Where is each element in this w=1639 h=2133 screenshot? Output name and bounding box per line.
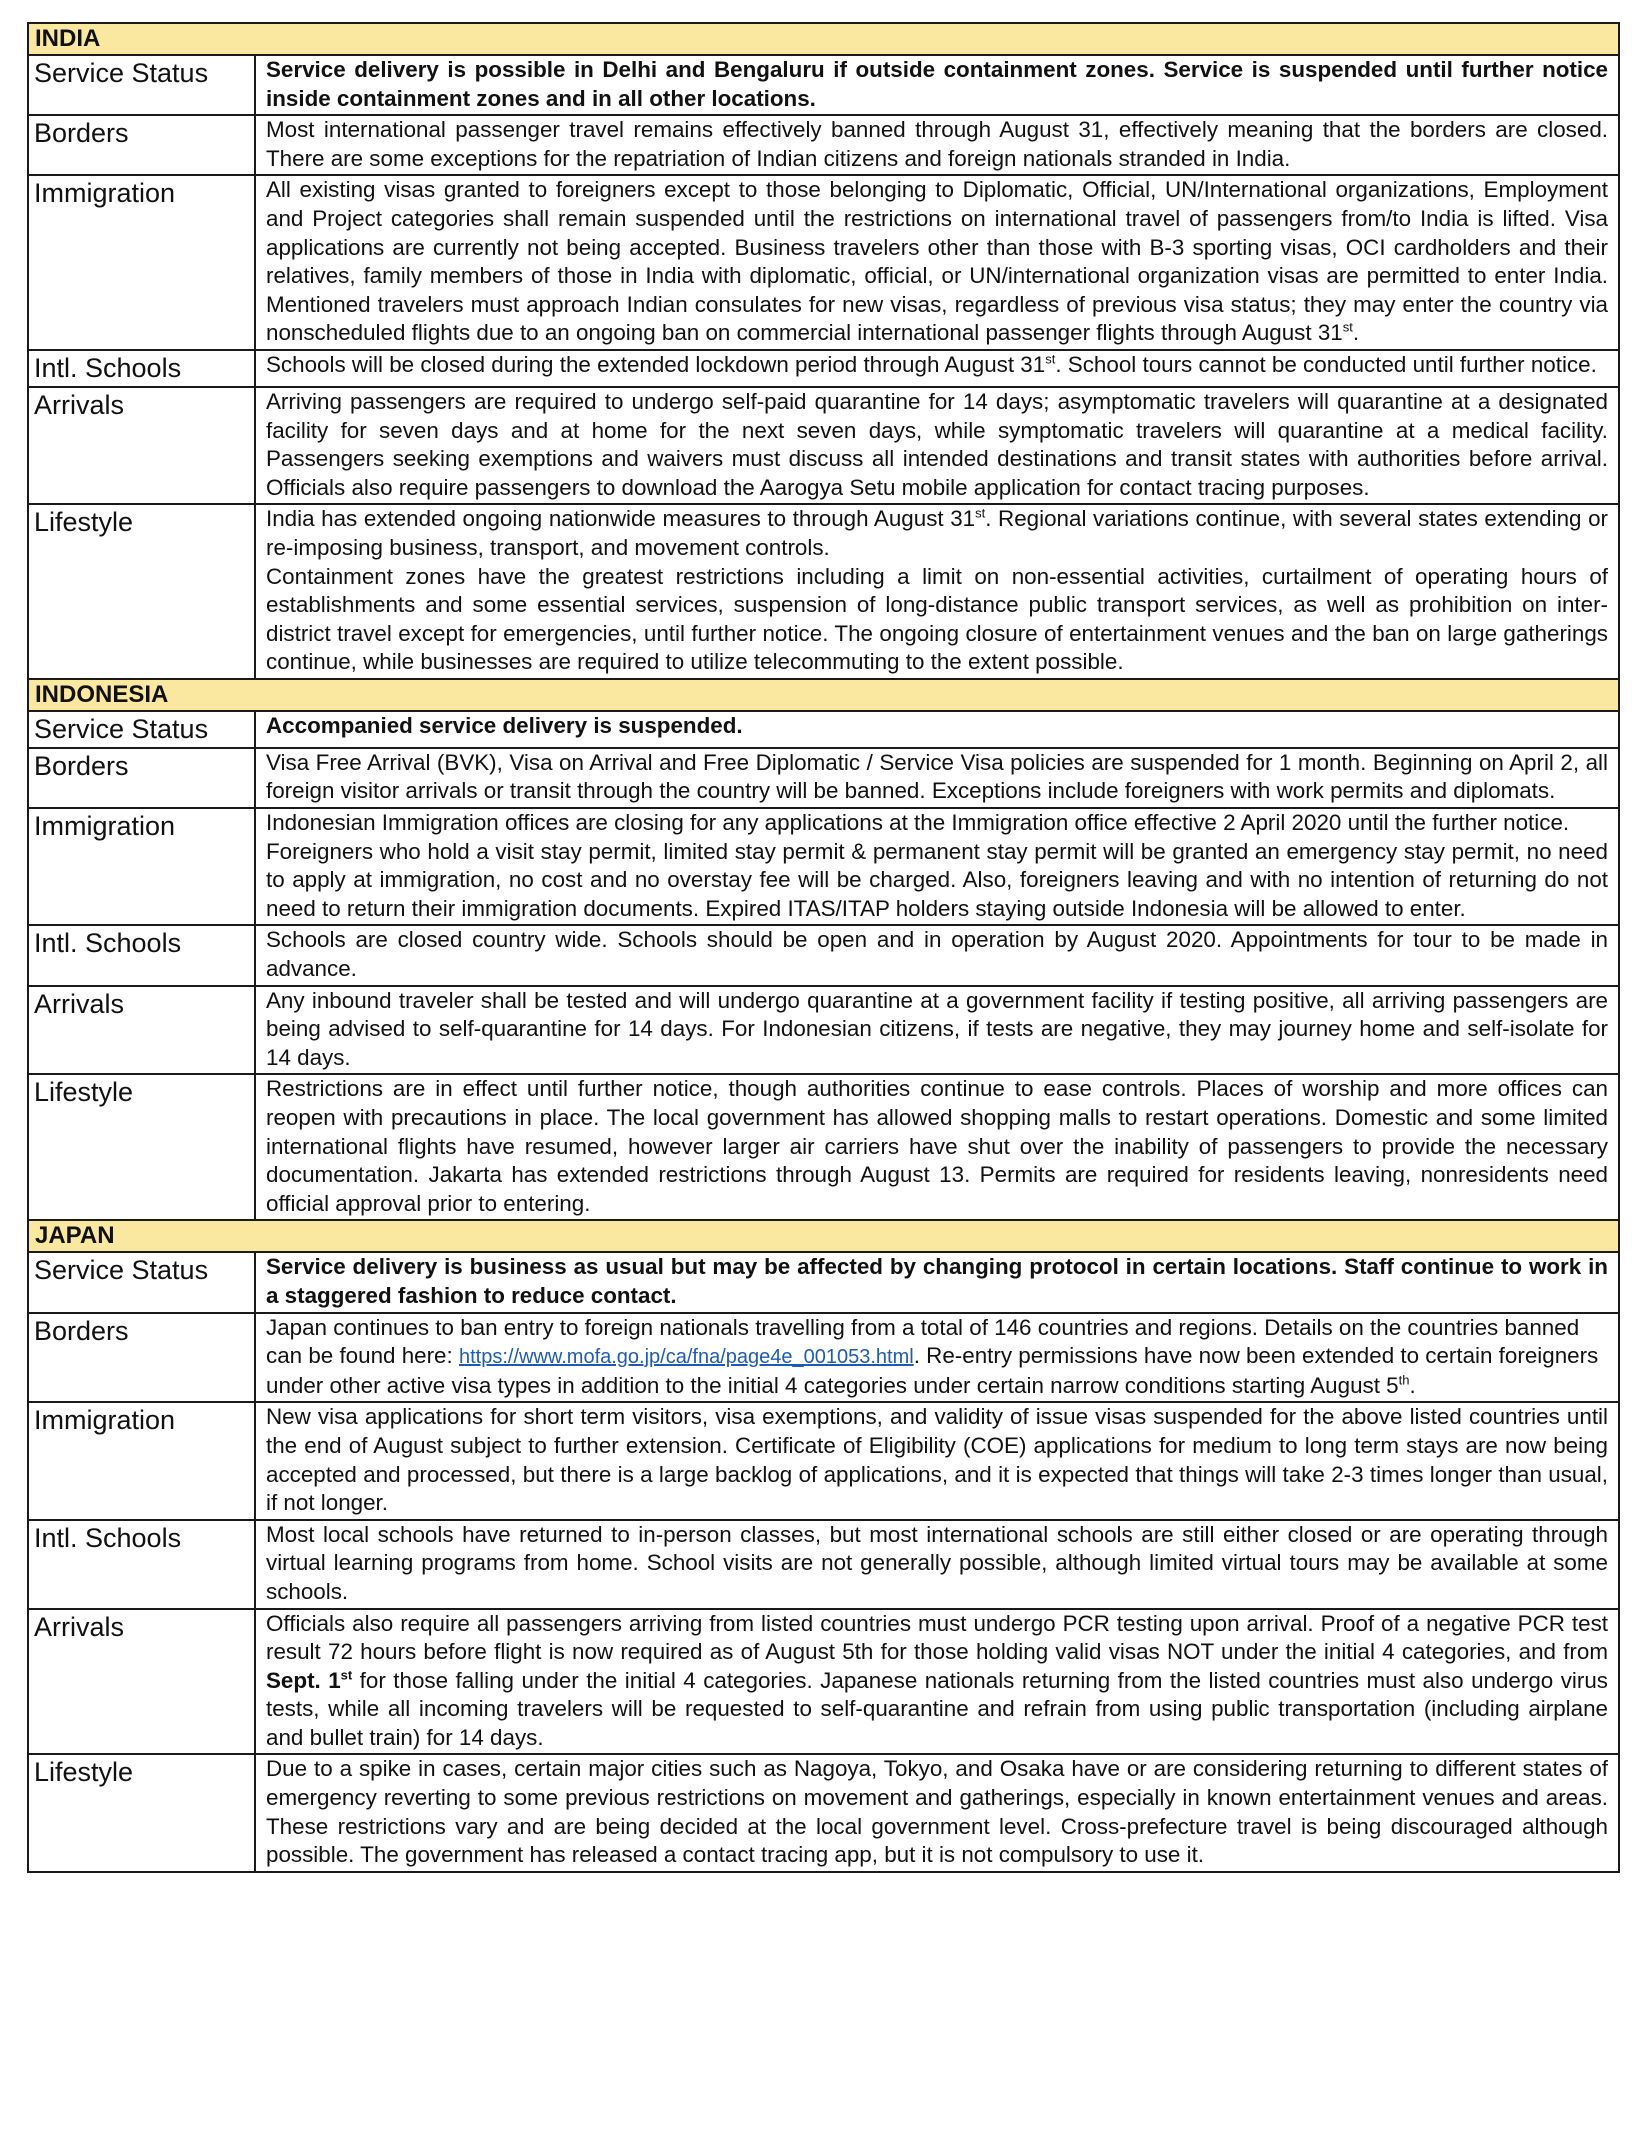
table-row: [28, 350, 1619, 387]
section-header-japan: [28, 1220, 1619, 1252]
table-row: [28, 986, 1619, 1075]
table-row: [28, 1520, 1619, 1609]
immigration-text: Indonesian Immigration offices are closing for any applications at the Immigration office effective 2 April 2020 until the further notice. Foreigners who hold a visit stay permit, limited stay permit & permanent stay permit will be granted an emergency stay permit, no need to apply at immigration, no cost and no overstay fee will be charged. Also, foreigners leaving and with no intention of returning do not need to return their immigration documents. Expired ITAS/ITAP holders staying outside Indonesia will be allowed to enter.: [255, 808, 1619, 925]
mofa-link[interactable]: https://www.mofa.go.jp/ca/fna/page4e_001053.html: [458, 1346, 914, 1369]
table-row: [28, 1252, 1619, 1312]
table-row: [28, 925, 1619, 985]
immigration-text: New visa applications for short term visitors, visa exemptions, and validity of issue visas suspended for the above listed countries until the end of August subject to further extension. Certificate of Eligibility (COE) applications for medium to long term stays are now being accepted and processed, but there is a large backlog of applications, and it is expected that things will take 2-3 times longer than usual, if not longer.: [255, 1402, 1619, 1519]
row-label: Service Status: [28, 711, 255, 748]
borders-text: Japan continues to ban entry to foreign nationals travelling from a total of 146 countries and regions. Details on the countries banned can be found here: https://www.mofa.go.jp/ca/fna/page4e_001053.html. Re-entry permissions have now been extended to certain foreigners under other active visa types in addition to the initial 4 categories under certain narrow conditions starting August 5th.: [255, 1313, 1619, 1403]
immigration-text: All existing visas granted to foreigners except to those belonging to Diplomatic, Official, UN/International organizations, Employment and Project categories shall remain suspended until the restrictions on international travel of passengers from/to India is lifted. Visa applications are currently not being accepted. Business travelers other than those with B-3 sporting visas, OCI cardholders and their relatives, family members of those in India with diplomatic, official, or UN/international organization visas are permitted to enter India. Mentioned travelers must approach Indian consulates for new visas, regardless of previous visa status; they may enter the country via nonscheduled flights due to an ongoing ban on commercial international passenger flights through August 31st.: [255, 175, 1619, 350]
table-row: [28, 748, 1619, 808]
table-row: [28, 1313, 1619, 1403]
country-name: JAPAN: [28, 1220, 1619, 1252]
service-status-text: Service delivery is possible in Delhi and Bengaluru if outside containment zones. Service is suspended until further notice inside containment zones and in all other locations.: [255, 55, 1619, 115]
table-row: [28, 55, 1619, 115]
schools-text: Schools are closed country wide. Schools should be open and in operation by August 2020. Appointments for tour to be made in advance.: [255, 925, 1619, 985]
document-page: [27, 22, 1618, 1873]
row-label: Intl. Schools: [28, 925, 255, 985]
row-label: Lifestyle: [28, 1754, 255, 1871]
lifestyle-text: Due to a spike in cases, certain major cities such as Nagoya, Tokyo, and Osaka have or are considering returning to different states of emergency reverting to some previous restrictions on movement and gatherings, especially in known entertainment venues and areas. These restrictions vary and are being decided at the local government level. Cross-prefecture travel is being discouraged although possible. The government has released a contact tracing app, but it is not compulsory to use it.: [255, 1754, 1619, 1871]
section-header-indonesia: [28, 679, 1619, 711]
row-label: Lifestyle: [28, 504, 255, 679]
row-label: Arrivals: [28, 387, 255, 504]
table-row: [28, 711, 1619, 748]
service-status-text: Accompanied service delivery is suspended.: [255, 711, 1619, 748]
row-label: Intl. Schools: [28, 1520, 255, 1609]
row-label: Borders: [28, 115, 255, 175]
schools-text: Schools will be closed during the extended lockdown period through August 31st. School tours cannot be conducted until further notice.: [255, 350, 1619, 387]
table-row: [28, 175, 1619, 350]
row-label: Immigration: [28, 175, 255, 350]
country-name: INDIA: [28, 23, 1619, 55]
arrivals-text: Officials also require all passengers arriving from listed countries must undergo PCR testing upon arrival. Proof of a negative PCR test result 72 hours before flight is now required as of August 5th for those holding valid visas NOT under the initial 4 categories, and from Sept. 1st for those falling under the initial 4 categories. Japanese nationals returning from the listed countries must also undergo virus tests, while all incoming travelers will be requested to self-quarantine and refrain from using public transportation (including airplane and bullet train) for 14 days.: [255, 1609, 1619, 1755]
row-label: Service Status: [28, 1252, 255, 1312]
country-name: INDONESIA: [28, 679, 1619, 711]
row-label: Intl. Schools: [28, 350, 255, 387]
arrivals-text: Arriving passengers are required to undergo self-paid quarantine for 14 days; asymptomatic travelers will quarantine at a designated facility for seven days and at home for the next seven days, while symptomatic travelers will quarantine at a medical facility. Passengers seeking exemptions and waivers must discuss all intended destinations and transit states with authorities before arrival. Officials also require passengers to download the Aarogya Setu mobile application for contact tracing purposes.: [255, 387, 1619, 504]
row-label: Service Status: [28, 55, 255, 115]
row-label: Immigration: [28, 1402, 255, 1519]
lifestyle-text: India has extended ongoing nationwide measures to through August 31st. Regional variations continue, with several states extending or re-imposing business, transport, and movement controls. Containment zones have the greatest restrictions including a limit on non-essential activities, curtailment of operating hours of establishments and some essential services, suspension of long-distance public transport services, as well as prohibition on inter-district travel except for emergencies, until further notice. The ongoing closure of entertainment venues and the ban on large gatherings continue, while businesses are required to utilize telecommuting to the extent possible.: [255, 504, 1619, 679]
schools-text: Most local schools have returned to in-person classes, but most international schools are still either closed or are operating through virtual learning programs from home. School visits are not generally possible, although limited virtual tours may be available at some schools.: [255, 1520, 1619, 1609]
table-row: [28, 1609, 1619, 1755]
section-header-india: [28, 23, 1619, 55]
table-row: [28, 115, 1619, 175]
table-row: [28, 1402, 1619, 1519]
row-label: Borders: [28, 748, 255, 808]
row-label: Arrivals: [28, 986, 255, 1075]
borders-text: Visa Free Arrival (BVK), Visa on Arrival and Free Diplomatic / Service Visa policies are suspended for 1 month. Beginning on April 2, all foreign visitor arrivals or transit through the country will be banned. Exceptions include foreigners with work permits and diplomats.: [255, 748, 1619, 808]
row-label: Arrivals: [28, 1609, 255, 1755]
row-label: Immigration: [28, 808, 255, 925]
borders-text: Most international passenger travel remains effectively banned through August 31, effectively meaning that the borders are closed. There are some exceptions for the repatriation of Indian citizens and foreign nationals stranded in India.: [255, 115, 1619, 175]
table-row: [28, 387, 1619, 504]
table-row: [28, 808, 1619, 925]
row-label: Borders: [28, 1313, 255, 1403]
table-row: [28, 1074, 1619, 1220]
lifestyle-text: Restrictions are in effect until further notice, though authorities continue to ease controls. Places of worship and more offices can reopen with precautions in place. The local government has allowed shopping malls to restart operations. Domestic and some limited international flights have resumed, however larger air carriers have shut over the inability of passengers to provide the necessary documentation. Jakarta has extended restrictions through August 13. Permits are required for residents leaving, nonresidents need official approval prior to entering.: [255, 1074, 1619, 1220]
country-status-table: [27, 22, 1620, 1873]
row-label: Lifestyle: [28, 1074, 255, 1220]
arrivals-text: Any inbound traveler shall be tested and will undergo quarantine at a government facility if testing positive, all arriving passengers are being advised to self-quarantine for 14 days. For Indonesian citizens, if tests are negative, they may journey home and self-isolate for 14 days.: [255, 986, 1619, 1075]
table-row: [28, 504, 1619, 679]
table-row: [28, 1754, 1619, 1871]
service-status-text: Service delivery is business as usual but may be affected by changing protocol in certain locations. Staff continue to work in a staggered fashion to reduce contact.: [255, 1252, 1619, 1312]
